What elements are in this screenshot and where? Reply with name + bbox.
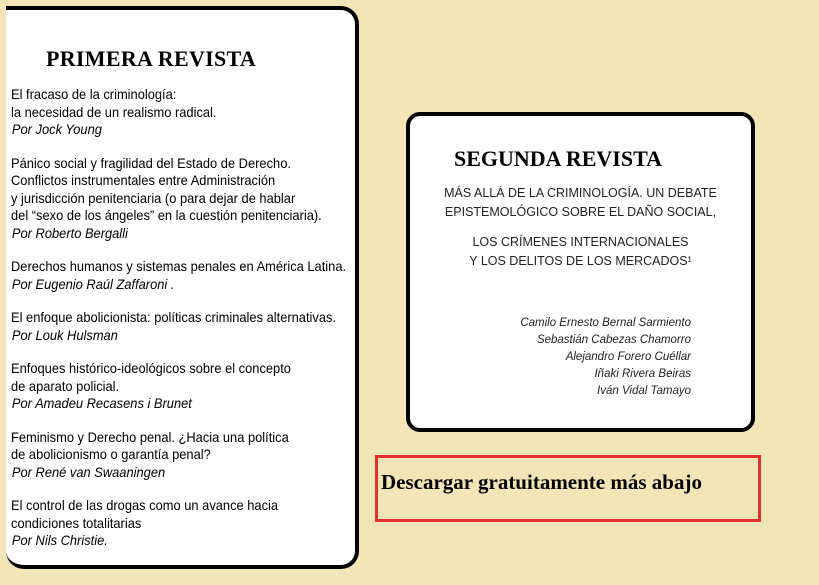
subtitle-line: Y LOS DELITOS DE LOS MERCADOS¹ — [469, 254, 692, 268]
first-review-entries — [11, 86, 356, 566]
index-entry — [11, 360, 356, 413]
entry-title-line: Conflictos instrumentales entre Administración — [11, 172, 276, 188]
subtitle-line: LOS CRÍMENES INTERNACIONALES — [472, 235, 689, 249]
entry-title-line: El fracaso de la criminología: — [11, 86, 177, 102]
index-entry — [11, 309, 356, 344]
author-name: Iñaki Rivera Beiras — [594, 368, 691, 380]
entry-author: Por Amadeu Recasens i Brunet — [11, 395, 192, 411]
second-review-title: SEGUNDA REVISTA — [454, 146, 663, 171]
entry-title-line: condiciones totalitarias — [11, 514, 142, 531]
index-entry — [11, 258, 356, 293]
entry-title-line: El enfoque abolicionista: políticas criminales alternativas. — [11, 309, 337, 325]
author-name: Alejandro Forero Cuéllar — [565, 351, 691, 363]
entry-author: Por Nils Christie. — [11, 532, 108, 548]
entry-title-line: de aparato policial. — [11, 377, 120, 394]
entry-title-line: del “sexo de los ángeles” en la cuestión penitenciaria). — [11, 207, 322, 223]
entry-title-line: Enfoques histórico-ideológicos sobre el concepto — [11, 360, 291, 376]
entry-author: Por Roberto Bergalli — [11, 224, 128, 241]
author-name: Camilo Ernesto Bernal Sarmiento — [520, 317, 691, 329]
second-review-authors — [520, 315, 691, 400]
subtitle-line: EPISTEMOLÓGICO SOBRE EL DAÑO SOCIAL, — [444, 205, 717, 219]
download-text[interactable]: Descargar gratuitamente más abajo — [381, 470, 702, 494]
subtitle-line: MÁS ALLÁ DE LA CRIMINOLOGÍA. UN DEBATE — [444, 186, 717, 200]
first-review-card — [6, 6, 359, 569]
entry-author: Por Eugenio Raúl Zaffaroni . — [11, 275, 175, 292]
author-name: Iván Vidal Tamayo — [597, 385, 691, 397]
index-entry — [11, 86, 356, 139]
first-review-title: PRIMERA REVISTA — [46, 46, 257, 71]
entry-title-line: Feminismo y Derecho penal. ¿Hacia una política — [11, 428, 289, 445]
index-entry — [11, 497, 356, 550]
entry-title-line: El control de las drogas como un avance hacia — [11, 497, 279, 513]
author-name: Sebastián Cabezas Chamorro — [536, 334, 691, 346]
entry-title-line: Derechos humanos y sistemas penales en América Latina. — [11, 258, 347, 274]
entry-title-line: Pánico social y fragilidad del Estado de Derecho. — [11, 154, 291, 171]
second-review-card — [406, 112, 755, 432]
entry-title-line: la necesidad de un realismo radical. — [11, 103, 217, 120]
entry-author: Por Louk Hulsman — [11, 326, 118, 343]
second-review-subtitle-1 — [410, 184, 751, 222]
entry-title-line: de abolicionismo o garantía penal? — [11, 446, 211, 462]
download-link[interactable] — [375, 455, 761, 522]
index-entry — [11, 429, 356, 482]
second-review-subtitle-2 — [410, 233, 751, 271]
index-entry — [11, 155, 356, 243]
entry-author: Por René van Swaaningen — [11, 463, 166, 480]
entry-title-line: y jurisdicción penitenciaria (o para dejar de hablar — [11, 189, 296, 206]
entry-author: Por Jock Young — [11, 121, 102, 137]
